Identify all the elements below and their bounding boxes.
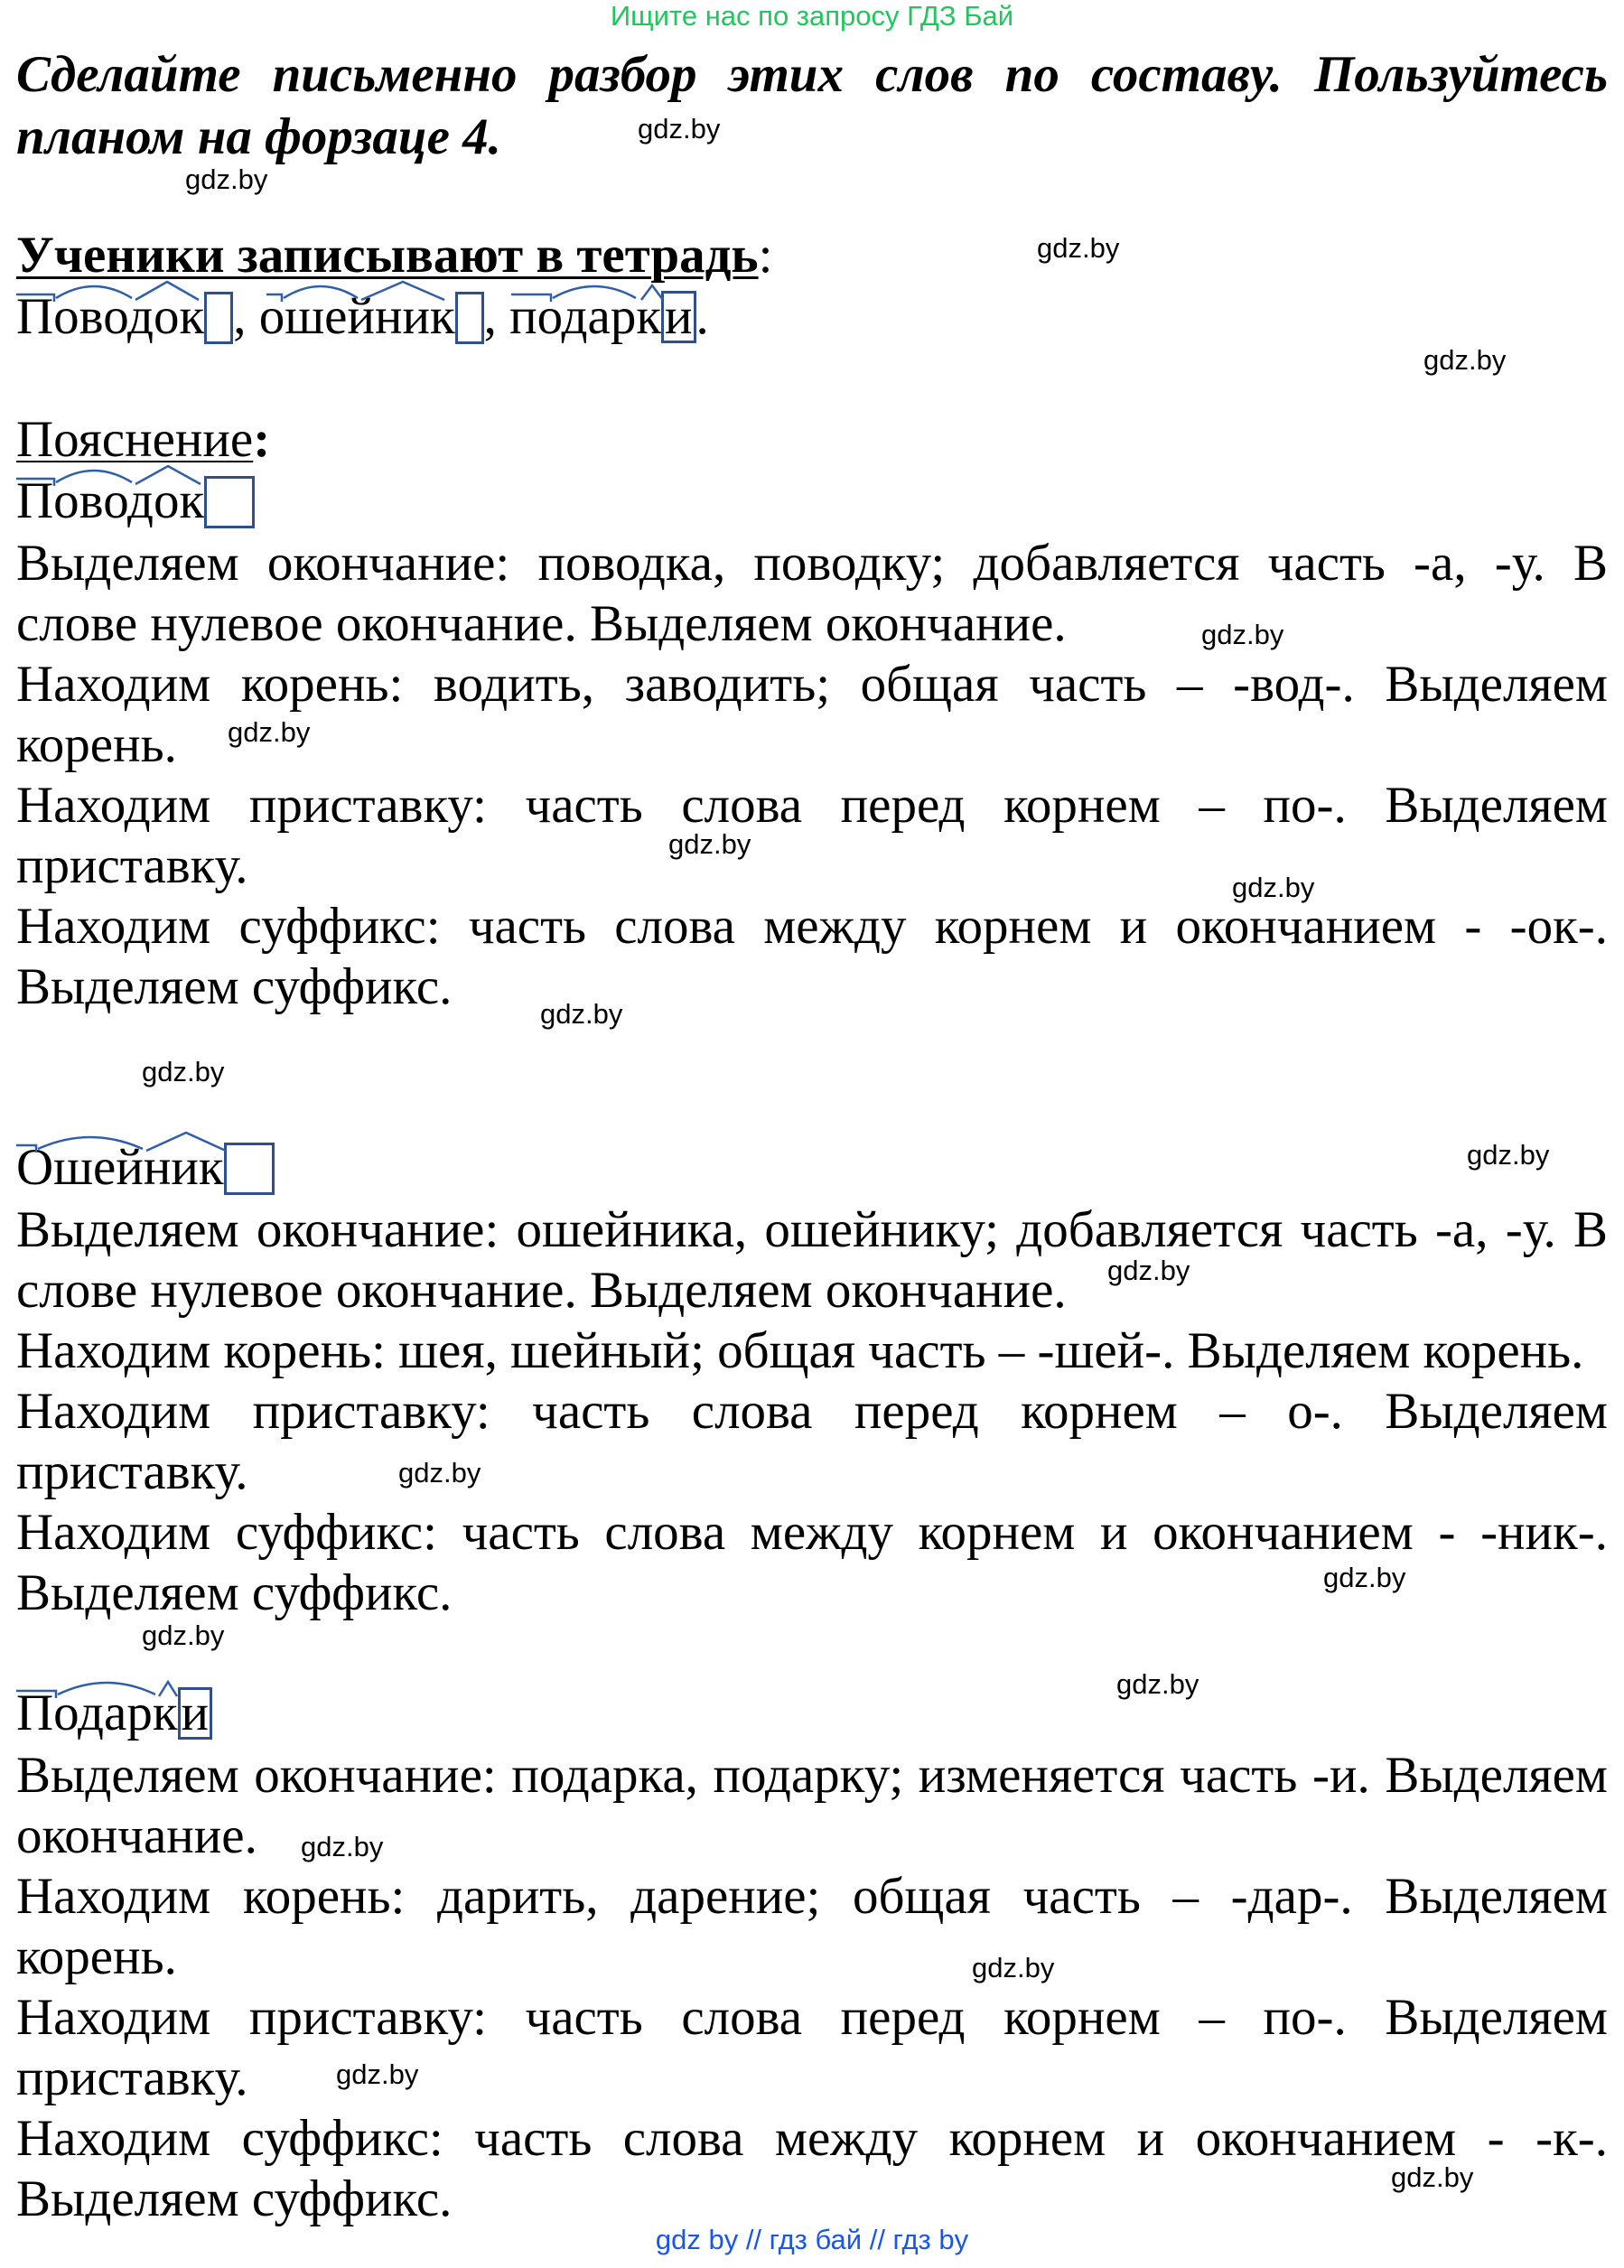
word-podarki-stem: подарк	[509, 288, 662, 345]
answer-words-line	[16, 287, 709, 347]
word-osheynik: ошейник	[258, 288, 455, 345]
section-word-podarki	[16, 1684, 212, 1743]
watermark: gdz.by	[228, 716, 311, 748]
paragraph-prefix: Находим приставку: часть слова перед корнем – по-. Выделяем приставку.	[16, 777, 1608, 894]
watermark: gdz.by	[1232, 872, 1315, 903]
separator: ,	[233, 288, 259, 345]
watermark: gdz.by	[1037, 232, 1120, 264]
watermark: gdz.by	[1423, 344, 1507, 376]
watermark: gdz.by	[638, 113, 721, 145]
ending-box: и	[661, 291, 696, 343]
paragraph-suffix: Находим суффикс: часть слова между корнем и окончанием - -к-. Выделяем суффикс.	[16, 2110, 1608, 2227]
paragraph-root: Находим корень: шея, шейный; общая часть – -шей-. Выделяем корень.	[16, 1322, 1584, 1379]
section-word-text: Поводок	[16, 472, 205, 529]
watermark: gdz.by	[1323, 1562, 1406, 1593]
answer-heading-colon: :	[758, 227, 773, 284]
watermark: gdz.by	[972, 1952, 1055, 1983]
explanation-label: Пояснение	[16, 411, 254, 468]
watermark: gdz.by	[336, 2058, 419, 2090]
section-word-text: Ошейник	[16, 1139, 224, 1196]
zero-ending-box	[224, 1143, 275, 1195]
paragraph-ending: Выделяем окончание: поводка, поводку; добавляется часть -а, -у. В слове нулевое окончание. Выделяем окончание.	[16, 535, 1608, 652]
paragraph-root: Находим корень: дарить, дарение; общая часть – -дар-. Выделяем корень.	[16, 1868, 1608, 1985]
watermark: gdz.by	[1201, 619, 1284, 650]
watermark: gdz.by	[185, 163, 268, 195]
watermark: gdz.by	[668, 828, 751, 860]
explanation-title	[16, 410, 270, 470]
watermark: gdz.by	[1107, 1255, 1190, 1286]
word-povodok: Поводок	[16, 288, 205, 345]
zero-ending-box	[204, 292, 233, 344]
section-word-stem: Подарк	[16, 1685, 178, 1741]
paragraph-root: Находим корень: водить, заводить; общая часть – -вод-. Выделяем корень.	[16, 656, 1608, 773]
answer-heading	[16, 226, 772, 285]
paragraph-prefix: Находим приставку: часть слова перед корнем – по-. Выделяем приставку.	[16, 1989, 1608, 2106]
paragraph-prefix: Находим приставку: часть слова перед корнем – о-. Выделяем приставку.	[16, 1383, 1608, 1500]
separator: ,	[483, 288, 510, 345]
top-banner[interactable]: Ищите нас по запросу ГДЗ Бай	[610, 0, 1014, 32]
watermark: gdz.by	[142, 1056, 225, 1087]
period: .	[695, 288, 709, 345]
watermark: gdz.by	[301, 1831, 384, 1862]
watermark: gdz.by	[1391, 2161, 1474, 2193]
watermark: gdz.by	[398, 1457, 481, 1489]
paragraph-ending: Выделяем окончание: ошейника, ошейнику; добавляется часть -а, -у. В слове нулевое окончание. Выделяем окончание.	[16, 1201, 1608, 1319]
paragraph-ending: Выделяем окончание: подарка, подарку; изменяется часть -и. Выделяем окончание.	[16, 1747, 1608, 1864]
paragraph-suffix: Находим суффикс: часть слова между корнем и окончанием - -ок-. Выделяем суффикс.	[16, 898, 1608, 1015]
ending-box: и	[178, 1687, 213, 1740]
explanation-colon: :	[253, 411, 271, 468]
watermark: gdz.by	[540, 998, 623, 1030]
watermark: gdz.by	[142, 1619, 225, 1651]
zero-ending-box	[455, 292, 484, 344]
watermark: gdz.by	[1116, 1668, 1199, 1700]
section-word-povodok	[16, 471, 255, 531]
zero-ending-box	[204, 476, 255, 528]
paragraph-suffix: Находим суффикс: часть слова между корнем и окончанием - -ник-. Выделяем суффикс.	[16, 1504, 1608, 1621]
answer-heading-label: Ученики записывают в тетрадь	[16, 227, 759, 284]
footer-links[interactable]: gdz by // гдз бай // гдз by	[655, 2224, 969, 2255]
task-statement: Сделайте письменно разбор этих слов по составу. Пользуйтесь планом на форзаце 4.	[16, 46, 1608, 165]
watermark: gdz.by	[1467, 1139, 1550, 1171]
section-word-osheynik	[16, 1138, 275, 1198]
